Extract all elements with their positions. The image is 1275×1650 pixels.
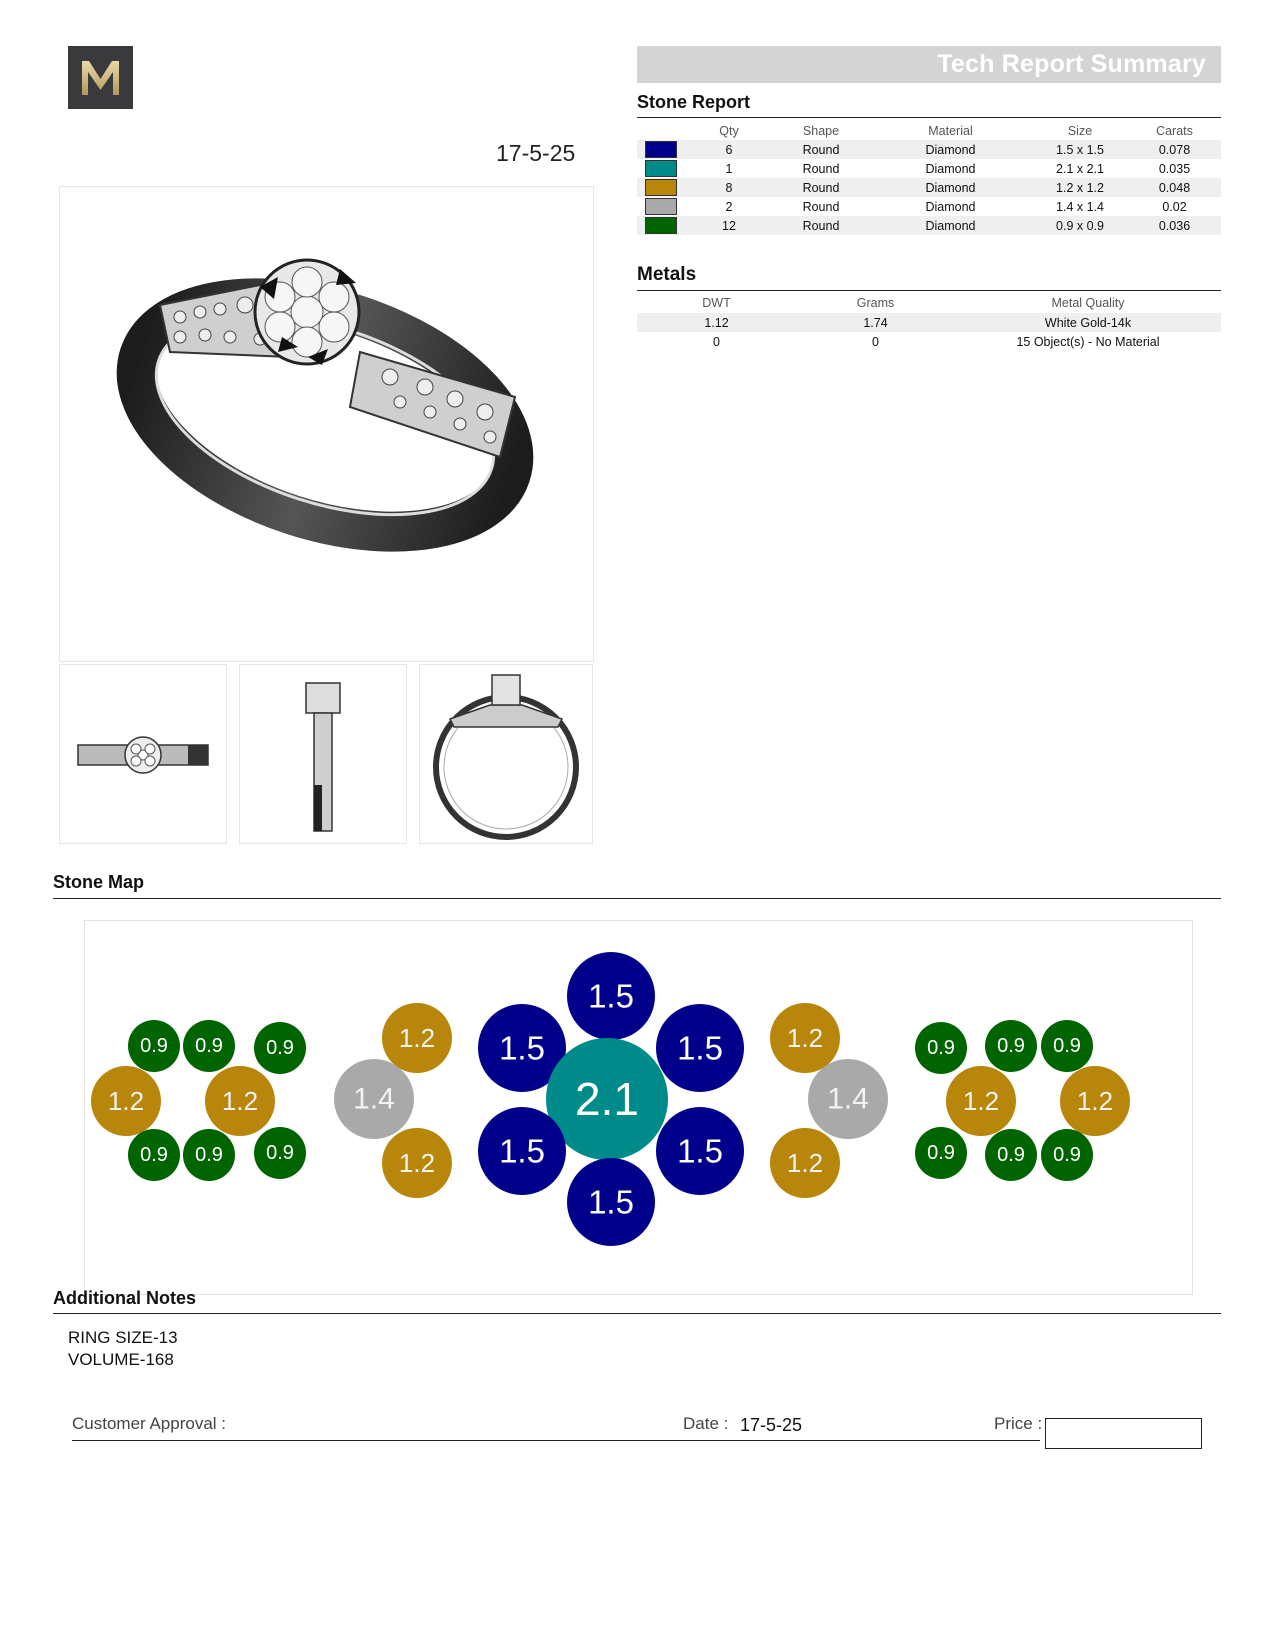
dwt-cell: 1.12 [637,313,796,332]
stone-size-label: 0.9 [195,1144,223,1166]
stone-size-label: 1.2 [786,1148,824,1178]
ring-top-view-image [60,665,226,843]
color-swatch [645,141,677,158]
metal-quality-cell: 15 Object(s) - No Material [1016,334,1160,349]
stone-size-label: 0.9 [266,1142,294,1164]
stone-size-label: 1.2 [398,1023,436,1053]
report-date: 17-5-25 [496,140,576,166]
table-row [637,216,1221,235]
stone-green [183,1020,235,1072]
column-header-size: Size [1067,123,1093,138]
qty-cell: 6 [685,140,773,159]
stone-gold [770,1003,840,1073]
size-cell: 1.5 x 1.5 [1032,140,1128,159]
stone-size-label: 1.2 [1076,1086,1114,1116]
stone-gray [808,1059,888,1139]
stone-gold [1060,1066,1130,1136]
stone-size-label: 0.9 [266,1037,294,1059]
stone-green [254,1022,306,1074]
color-swatch [645,179,677,196]
table-row [637,313,1221,332]
stone-size-label: 1.2 [786,1023,824,1053]
column-header-qty: Qty [719,123,739,138]
size-cell: 1.4 x 1.4 [1056,199,1104,214]
grams-cell: 1.74 [796,313,955,332]
stone-size-label: 1.4 [353,1082,395,1116]
qty-cell: 12 [685,216,773,235]
report-title: Tech Report Summary [937,50,1206,78]
stone-size-label: 1.5 [677,1132,723,1170]
ring-perspective-view [59,186,594,662]
note-line: VOLUME-168 [68,1350,174,1369]
additional-notes [68,1327,178,1371]
stone-green [128,1020,180,1072]
column-header-carats: Carats [1156,123,1193,138]
metal-quality-cell: White Gold-14k [955,313,1221,332]
table-row [637,178,1221,197]
stone-gold [382,1128,452,1198]
grams-cell: 0 [872,334,879,349]
stone-gold [382,1003,452,1073]
price-input[interactable] [1045,1418,1202,1449]
stone-blue [656,1004,744,1092]
stone-gold [91,1066,161,1136]
table-row [637,140,1221,159]
carats-cell: 0.048 [1128,178,1221,197]
approval-date-value: 17-5-25 [740,1415,803,1435]
stone-green [915,1022,967,1074]
stone-green [915,1127,967,1179]
ring-side-view [239,664,407,844]
color-swatch [645,198,677,215]
material-cell: Diamond [869,140,1032,159]
column-header-material: Material [928,123,973,138]
stone-green [985,1129,1037,1181]
stone-blue [567,1158,655,1246]
stone-size-label: 2.1 [575,1073,639,1125]
stone-size-label: 1.5 [588,1183,634,1221]
table-header-row [637,121,1221,140]
size-cell: 1.2 x 1.2 [1032,178,1128,197]
column-header-metal-quality: Metal Quality [1051,296,1125,310]
stone-green [1041,1020,1093,1072]
color-swatch-cell [637,178,685,197]
customer-approval-label: Customer Approval : [72,1414,227,1433]
stone-size-label: 1.5 [499,1029,545,1067]
stone-map [84,920,1193,1295]
column-header-shape: Shape [802,123,840,138]
stone-size-label: 0.9 [927,1142,955,1164]
divider [637,117,1221,118]
company-logo [68,46,133,109]
stone-size-label: 0.9 [927,1037,955,1059]
stone-gold [770,1128,840,1198]
additional-notes-title: Additional Notes [53,1288,196,1308]
material-cell: Diamond [925,161,976,176]
stone-green [183,1129,235,1181]
shape-cell: Round [802,161,840,176]
size-cell: 2.1 x 2.1 [1056,161,1104,176]
report-header-bar [637,46,1221,83]
material-cell: Diamond [869,216,1032,235]
column-header-grams: Grams [856,296,895,310]
table-row [637,332,1221,351]
carats-cell: 0.02 [1162,199,1187,214]
stone-size-label: 1.2 [398,1148,436,1178]
stone-report-title: Stone Report [637,92,751,112]
stone-size-label: 0.9 [1053,1144,1081,1166]
color-swatch-cell [637,140,685,159]
color-swatch-cell [637,159,685,178]
dwt-cell: 0 [713,334,720,349]
divider [53,1313,1221,1314]
date-label: Date : [683,1414,729,1433]
stone-size-label: 1.2 [221,1086,259,1116]
divider [637,290,1221,291]
stone-green [254,1127,306,1179]
stone-size-label: 0.9 [195,1035,223,1057]
stone-size-label: 0.9 [1053,1035,1081,1057]
ring-front-view [419,664,593,844]
ring-front-view-image [420,665,592,843]
stone-gold [205,1066,275,1136]
stone-green [128,1129,180,1181]
qty-cell: 1 [725,161,733,176]
material-cell: Diamond [925,199,976,214]
column-header-dwt: DWT [702,296,731,310]
divider [53,898,1221,899]
stone-size-label: 0.9 [997,1035,1025,1057]
shape-cell: Round [773,140,869,159]
color-swatch-cell [637,197,685,216]
stone-gray [334,1059,414,1139]
shape-cell: Round [773,178,869,197]
color-swatch [645,217,677,234]
size-cell: 0.9 x 0.9 [1032,216,1128,235]
stone-blue [656,1107,744,1195]
approval-signature-line [72,1440,1040,1441]
metals-table [637,293,1221,351]
carats-cell: 0.078 [1128,140,1221,159]
stone-green [1041,1129,1093,1181]
ring-top-view [59,664,227,844]
stone-map-title: Stone Map [53,872,145,892]
shape-cell: Round [773,216,869,235]
stone-green [985,1020,1037,1072]
note-line: RING SIZE-13 [68,1328,178,1347]
stone-size-label: 1.5 [588,977,634,1015]
stone-size-label: 0.9 [997,1144,1025,1166]
stone-size-label: 0.9 [140,1035,168,1057]
material-cell: Diamond [869,178,1032,197]
stone-map-diagram [85,921,1192,1294]
color-swatch-cell [637,216,685,235]
stone-blue [567,952,655,1040]
stone-size-label: 1.5 [677,1029,723,1067]
metals-title: Metals [637,264,697,285]
stone-size-label: 1.2 [107,1086,145,1116]
shape-cell: Round [802,199,840,214]
table-row [637,197,1221,216]
stone-size-label: 1.4 [827,1082,869,1116]
stone-blue [478,1107,566,1195]
stone-report-table [637,121,1221,235]
qty-cell: 2 [725,199,733,214]
stone-size-label: 1.5 [499,1132,545,1170]
ring-render-image [60,187,593,661]
stone-size-label: 0.9 [140,1144,168,1166]
table-row [637,159,1221,178]
logo-m-icon [68,46,133,109]
qty-cell: 8 [685,178,773,197]
carats-cell: 0.035 [1158,161,1191,176]
table-header-row [637,293,1221,313]
carats-cell: 0.036 [1128,216,1221,235]
ring-side-view-image [240,665,406,843]
stone-size-label: 1.2 [962,1086,1000,1116]
color-column-header [637,121,685,140]
price-label: Price : [994,1414,1043,1433]
color-swatch [645,160,677,177]
stone-gold [946,1066,1016,1136]
